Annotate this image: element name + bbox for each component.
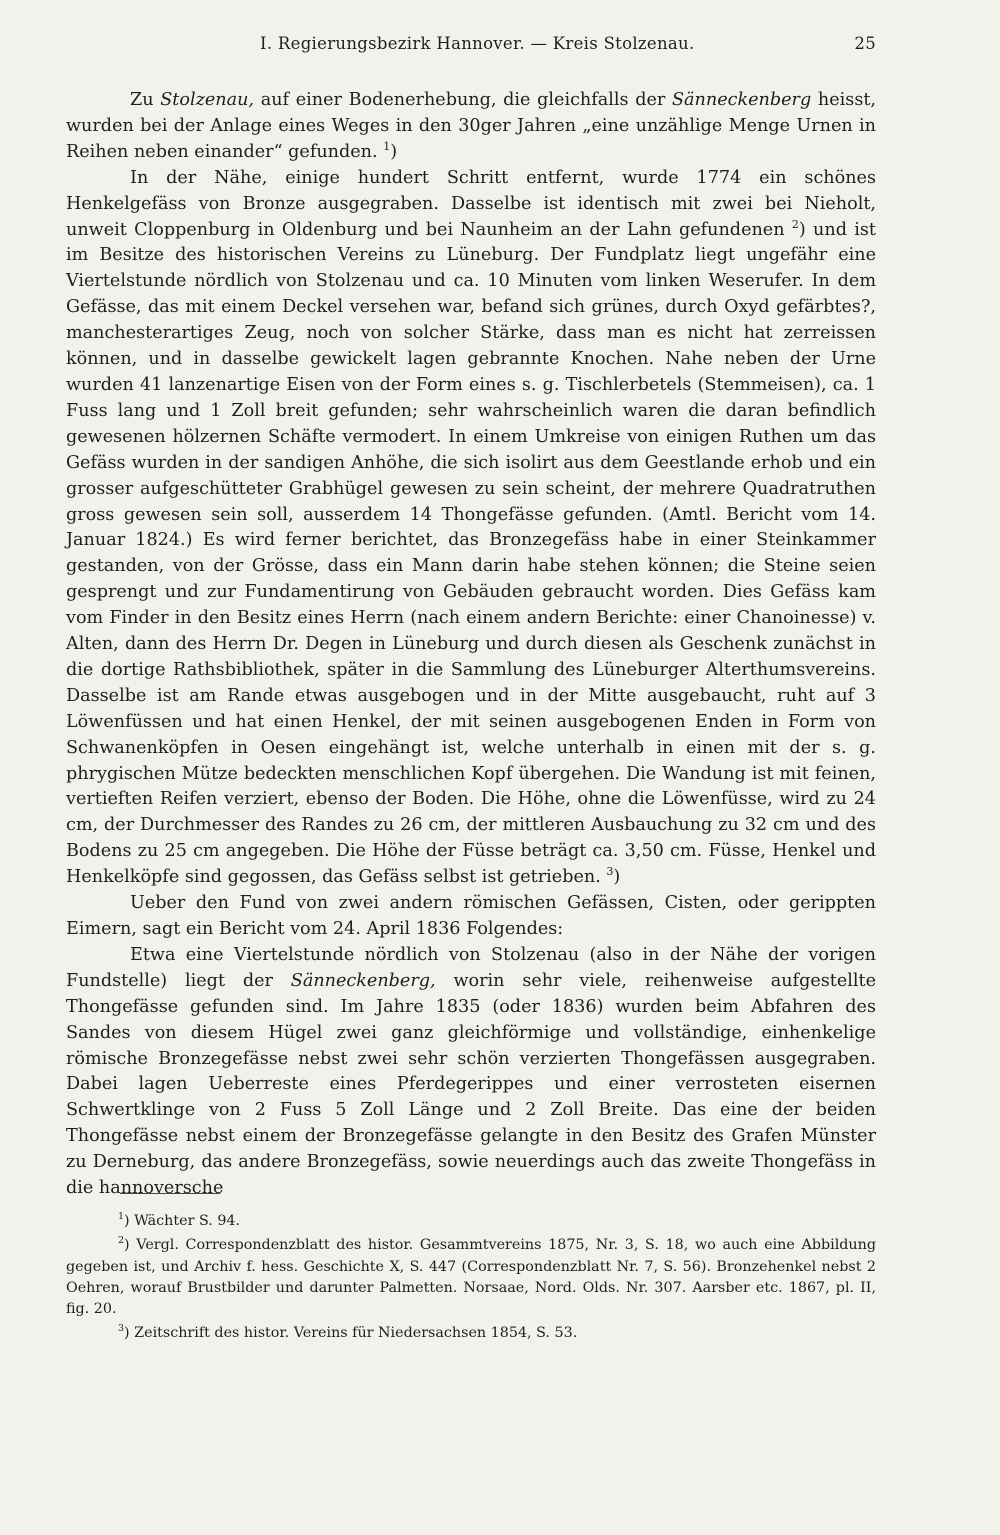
footnote-text: ) Wächter S. 94. xyxy=(124,1213,241,1229)
text-run: auf einer Bodenerhebung, die gleichfalls der xyxy=(254,90,672,110)
paragraph xyxy=(66,88,876,166)
italic-text: Sänneckenberg xyxy=(672,90,812,110)
footnote-separator xyxy=(120,1193,220,1194)
italic-text: Sänneckenberg, xyxy=(290,970,436,991)
text-run: ) xyxy=(390,141,398,162)
footnote xyxy=(66,1235,876,1320)
text-run: Ueber den Fund von zwei andern römischen Gefässen, Cisten, oder gerippten Eimern, sagt ein Bericht vom 24. April 1836 Folgendes: xyxy=(66,893,876,939)
footnote-mark: 3 xyxy=(118,1323,125,1335)
text-run: Zu xyxy=(130,90,161,110)
text-run: ) und ist im Besitze des historischen Vereins zu Lüneburg. Der Fundplatz liegt ungefähr eine Viertelstunde nördlich von Stolzenau und ca. 10 Minuten vom linken Weserufer. In dem Gefässe, das mit einem Deckel versehen war, befand sich grünes, durch Oxyd gefärbtes?, manchesterartiges Zeug, noch von solcher Stärke, dass man es nicht hat zerreissen können, und in dasselbe gewickelt lagen gebrannte Knochen. Nahe neben der Urne wurden 41 lanzenartige Eisen von der Form eines s. g. Tischlerbetels (Stemmeisen), ca. 1 Fuss lang und 1 Zoll breit gefunden; sehr wahrscheinlich waren die daran befindlich gewesenen hölzernen Schäfte vermodert. In einem Umkreise von einigen Ruthen um das Gefäss wurden in der sandigen Anhöhe, die sich isolirt aus dem Geestlande erhob und ein grosser aufgeschütteter Grabhügel gewesen zu sein scheint, der mehrere Quadratruthen gross gewesen sein soll, ausserdem 14 Thongefässe gefunden. (Amtl. Bericht vom 14. Januar 1824.) Es wird ferner berichtet, das Bronzegefäss habe in einer Steinkammer gestanden, von der Grösse, dass ein Mann darin habe stehen können; die Steine seien gesprengt und zur Fundamentirung von Gebäuden gebraucht worden. Dies Gefäss kam vom Finder in den Besitz eines Herrn (nach einem andern Berichte: einer Chanoinesse) v. Alten, dann des Herrn Dr. Degen in Lüneburg und durch diesen als Geschenk zunächst in die dortige Rathsbibliothek, später in die Sammlung des Lüneburger Alterthumsvereins. Dasselbe ist am Rande etwas ausgebogen und in der Mitte ausgebaucht, ruht auf 3 Löwenfüssen und hat einen Henkel, der mit seinen ausgebogenen Enden in Form von Schwanenköpfen in Oesen eingehängt ist, welche unterhalb in einen mit der s. g. phrygischen Mütze bedeckten menschlichen Kopf übergehen. Die Wandung ist mit feinen, vertieften Reifen verziert, ebenso der Boden. Die Höhe, ohne die Löwenfüsse, wird zu 24 cm, der Durchmesser des Randes zu 26 cm, der mittleren Ausbauchung zu 32 cm und des Bodens zu 25 cm angegeben. Die Höhe der Füsse beträgt ca. 3,50 cm. Füsse, Henkel und Henkelköpfe sind gegossen, das Gefäss selbst ist getrieben. xyxy=(66,219,876,888)
footnote-text: ) Zeitschrift des histor. Vereins für Niedersachsen 1854, S. 53. xyxy=(124,1325,578,1342)
paragraph xyxy=(66,891,876,943)
text-run: heisst, wurden bei der Anlage eines Weges in den 30ger Jahren „eine unzählige Menge Urnen in Reihen neben einander“ gefunden. xyxy=(66,90,877,162)
paragraph xyxy=(66,943,876,1202)
footnote xyxy=(66,1211,876,1232)
text-run: In der Nähe, einige hundert Schritt entfernt, wurde 1774 ein schönes Henkelgefäss von Bronze ausgegraben. Dasselbe ist identisch mit zwei bei Nieholt, unweit Cloppenburg in Oldenburg und bei Naunheim an der Lahn gefundenen xyxy=(66,167,876,240)
text-run: Etwa eine Viertelstunde nördlich von Stolzenau (also in der Nähe der vorigen Fundstelle) liegt der xyxy=(66,944,876,991)
italic-text: Stolzenau, xyxy=(160,90,255,110)
footnotes xyxy=(66,1211,876,1348)
footnote-reference: 2 xyxy=(791,217,799,231)
running-head-title: I. Regierungsbezirk Hannover. — Kreis Stolzenau. xyxy=(260,34,695,53)
text-run: ) xyxy=(613,867,621,888)
footnote-mark: 2 xyxy=(118,1235,125,1247)
paragraph xyxy=(66,166,876,891)
footnote-text: ) Vergl. Correspondenzblatt des histor. Gesammtvereins 1875, Nr. 3, S. 18, wo auch eine Abbildung gegeben ist, und Archiv f. hess. Geschichte X, S. 447 (Correspondenzblatt Nr. 7, S. 56). Bronzehenkel nebst 2 Oehren, worauf Brustbilder und darunter Palmetten. Norsaae, Nord. Olds. Nr. 307. Aarsber etc. 1867, pl. II, fig. 20. xyxy=(66,1237,876,1318)
footnote xyxy=(66,1323,876,1344)
body-text xyxy=(66,88,876,1202)
text-run: worin sehr viele, reihenweise aufgestellte Thongefässe gefunden sind. Im Jahre 1835 (oder 1836) wurden beim Abfahren des Sandes von diesem Hügel zwei ganz gleichförmige und vollständige, einhenkelige römische Bronzegefässe nebst zwei sehr schön verzierten Thongefässen ausgegraben. Dabei lagen Ueberreste eines Pferdegerippes und einer verrosteten eisernen Schwertklinge von 2 Fuss 5 Zoll Länge und 2 Zoll Breite. Das eine der beiden Thongefässe nebst einem der Bronzegefässe gelangte in den Besitz des Grafen Münster zu Derneburg, das andere Bronzegefäss, sowie neuerdings auch das zweite Thongefäss in die hannoversche xyxy=(66,970,876,1199)
page-number: 25 xyxy=(854,34,876,53)
footnote-reference: 3 xyxy=(606,865,614,879)
footnote-mark: 1 xyxy=(118,1211,125,1223)
footnote-reference: 1 xyxy=(383,139,391,153)
